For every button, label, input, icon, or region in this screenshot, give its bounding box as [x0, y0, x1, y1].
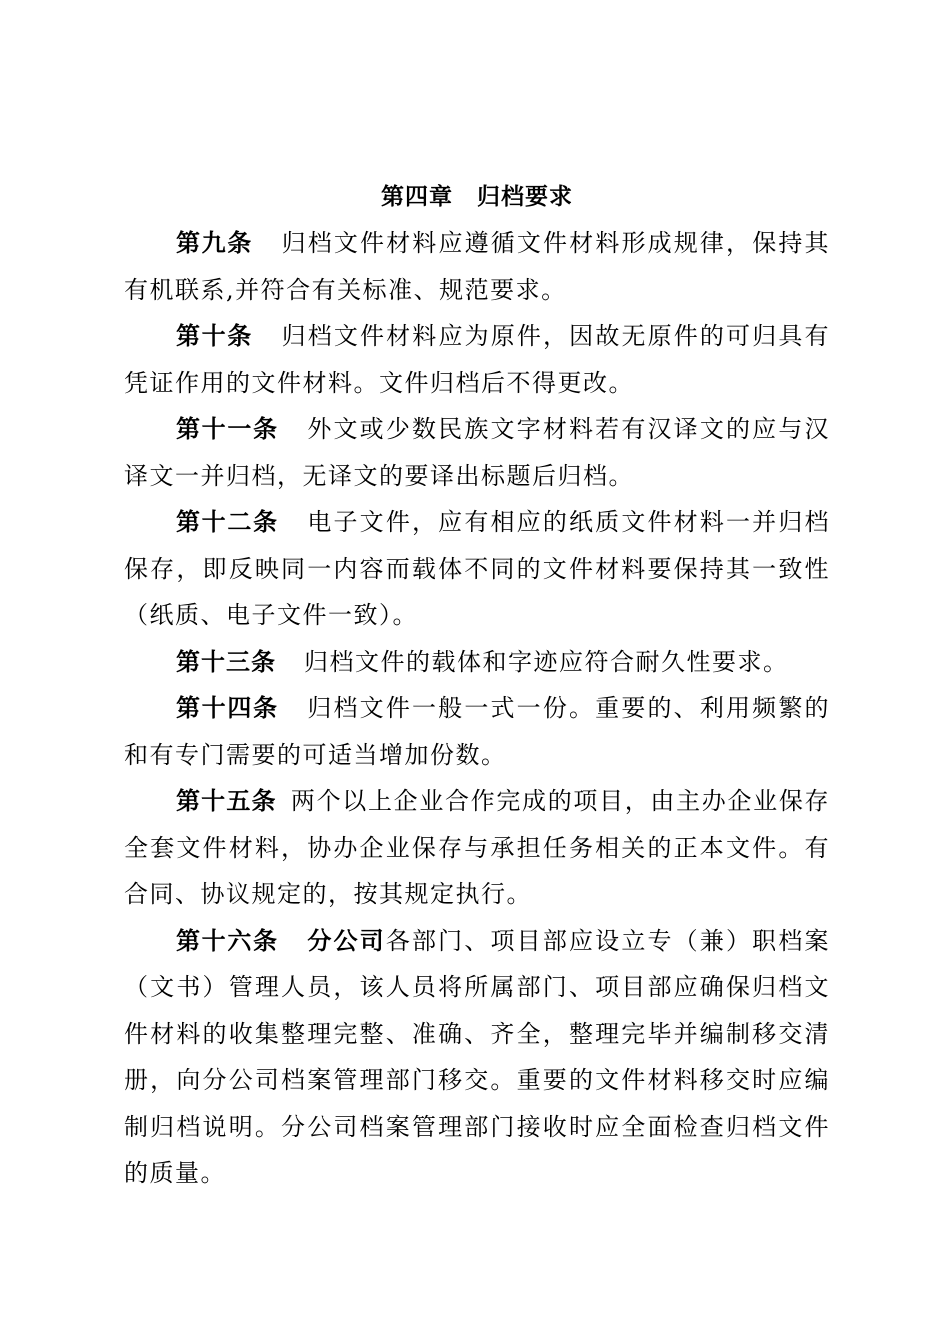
- article-10: [124, 313, 830, 406]
- article-13: [124, 639, 830, 686]
- article-number: 第九条: [176, 229, 253, 257]
- article-text: 各部门、项目部应设立专（兼）职档案（文书）管理人员，该人员将所属部门、项目部应确保归档文件材料的收集整理完整、准确、齐全，整理完毕并编制移交清册，向分公司档案管理部门移交。重要的文件材料移交时应编制归档说明。分公司档案管理部门接收时应全面检查归档文件的质量。: [124, 926, 831, 1187]
- article-number: 第十六条: [176, 926, 279, 955]
- article-number: 第十二条: [176, 508, 279, 536]
- article-text: 归档文件材料应遵循文件材料形成规律，保持其有机联系,并符合有关标准、规范要求。: [124, 229, 830, 304]
- chapter-title: 第四章 归档要求: [381, 184, 573, 210]
- article-14: [124, 685, 830, 778]
- article-15: [124, 778, 830, 918]
- article-number: 第十条: [176, 322, 253, 350]
- article-9: [124, 220, 830, 313]
- article-text: 两个以上企业合作完成的项目，由主办企业保存全套文件材料，协办企业保存与承担任务相关的正本文件。有合同、协议规定的，按其规定执行。: [124, 787, 831, 908]
- article-number: 第十一条: [176, 415, 279, 443]
- article-number: 第十五条: [176, 787, 277, 815]
- article-text: 电子文件，应有相应的纸质文件材料一并归档保存，即反映同一内容而载体不同的文件材料要保持其一致性（纸质、电子文件一致）。: [124, 508, 831, 629]
- article-number: 第十三条: [176, 647, 276, 676]
- article-text: 归档文件材料应为原件，因故无原件的可归具有凭证作用的文件材料。文件归档后不得更改。: [124, 322, 830, 397]
- article-text: 归档文件一般一式一份。重要的、利用频繁的和有专门需要的可适当增加份数。: [124, 694, 831, 769]
- article-16: [124, 918, 830, 1197]
- article-text: 外文或少数民族文字材料若有汉译文的应与汉译文一并归档，无译文的要译出标题后归档。: [124, 415, 831, 490]
- article-number: 第十四条: [176, 694, 279, 722]
- article-text: 归档文件的载体和字迹应符合耐久性要求。: [304, 647, 789, 676]
- article-11: [124, 406, 830, 499]
- article-bold-lead: 分公司: [306, 926, 386, 955]
- document-page: [124, 174, 830, 1197]
- article-12: [124, 499, 830, 639]
